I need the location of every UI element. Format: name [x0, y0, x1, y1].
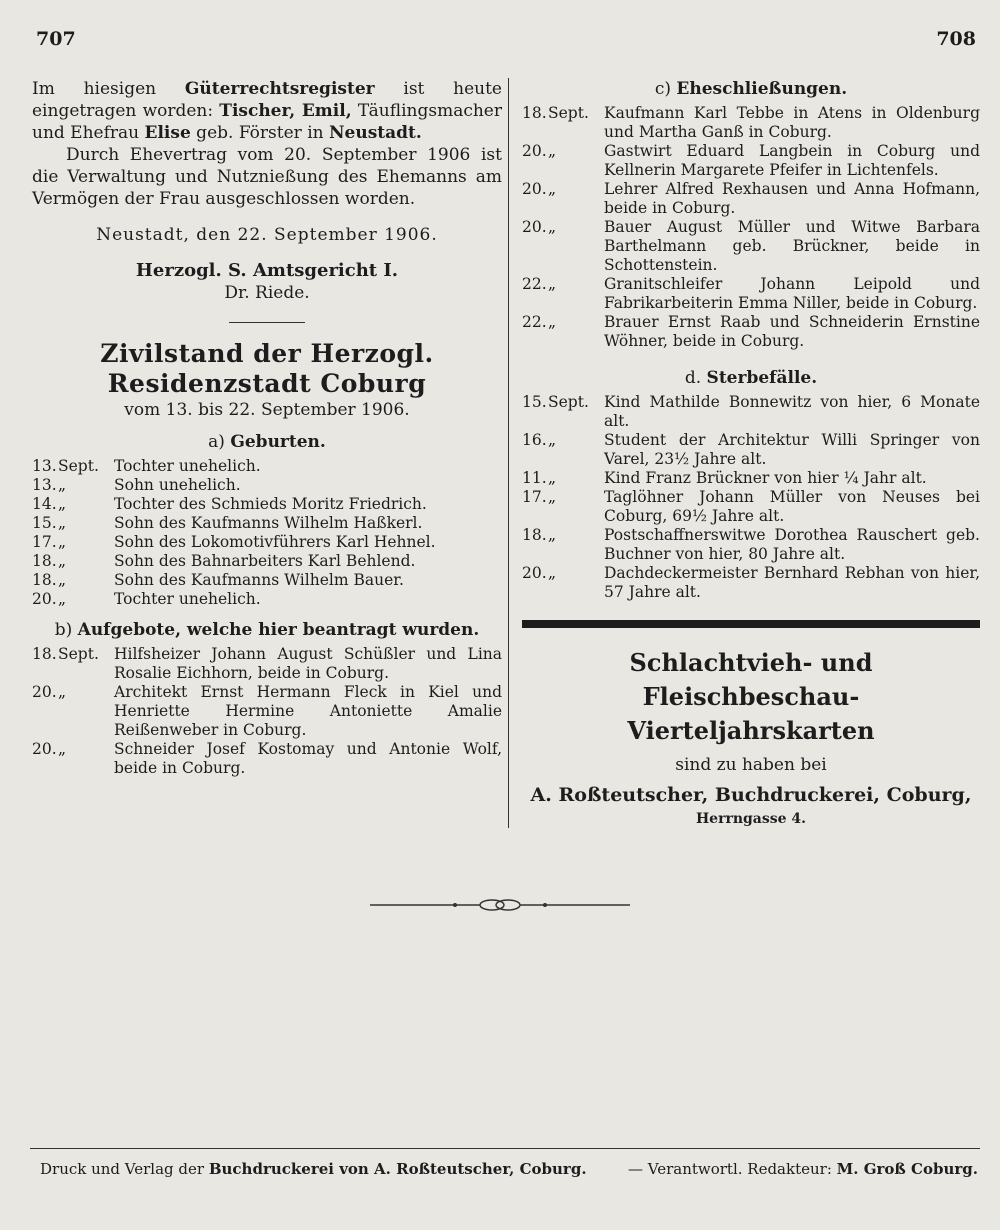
list-item	[32, 683, 502, 740]
entry-day: 17.	[32, 533, 57, 551]
marriages-list	[522, 104, 980, 351]
ad-publisher-address: Herrngasse 4.	[695, 811, 807, 827]
list-item	[522, 180, 980, 218]
notice-paragraph-1	[32, 78, 502, 144]
entry-text: Sohn des Kaufmanns Wilhelm Haßkerl.	[114, 514, 423, 532]
list-item	[522, 469, 980, 488]
entry-month: „	[548, 142, 557, 160]
entry-day: 16.	[522, 431, 547, 449]
entry-month: „	[548, 180, 557, 198]
entry-day: 22.	[522, 313, 547, 331]
imprint-printer: Buchdruckerei von A. Roßteutscher, Coburg.	[208, 1160, 587, 1178]
notice-paragraph-2: Durch Ehevertrag vom 20. September 1906 ist die Verwaltung und Nutznießung des Ehemanns am Vermögen der Frau ausgeschlossen worden.	[32, 145, 502, 209]
ad-title-line-2: Vierteljahrskarten	[627, 716, 875, 745]
entry-text: Architekt Ernst Hermann Fleck in Kiel und Henriette Hermine Antoniette Amalie Reißenweber in Coburg.	[114, 683, 502, 739]
notice-judge: Dr. Riede.	[224, 283, 310, 303]
notice-run: Im hiesigen	[32, 79, 185, 99]
entry-day: 20.	[522, 142, 547, 160]
entry-day: 14.	[32, 495, 57, 513]
marriages-heading	[522, 78, 980, 100]
entry-text: Kind Franz Brückner von hier ¼ Jahr alt.	[604, 469, 927, 487]
marriages-title: Eheschließungen.	[676, 79, 848, 99]
entry-month: „	[58, 514, 67, 532]
entry-day: 11.	[522, 469, 547, 487]
entry-text: Kind Mathilde Bonnewitz von hier, 6 Monate alt.	[604, 393, 980, 430]
entry-text: Schneider Josef Kostomay und Antonie Wolf, beide in Coburg.	[114, 740, 502, 777]
entry-day: 20.	[32, 740, 57, 758]
zivilstand-title: Zivilstand der Herzogl. Residenzstadt Coburg	[100, 339, 434, 398]
births-heading	[32, 431, 502, 453]
ad-title-line-1: Schlachtvieh- und Fleischbeschau-	[629, 648, 873, 711]
entry-day: 13.	[32, 457, 57, 475]
list-item	[522, 526, 980, 564]
notice-run: Elise	[144, 123, 191, 143]
banns-label: b)	[54, 620, 73, 640]
entry-day: 18.	[32, 571, 57, 589]
entry-text: Hilfsheizer Johann August Schüßler und Lina Rosalie Eichhorn, beide in Coburg.	[114, 645, 502, 682]
ad-publisher-name: A. Roßteutscher, Buchdruckerei, Coburg,	[530, 784, 972, 806]
entry-day: 18.	[32, 645, 57, 663]
imprint-editor: M. Groß Coburg.	[836, 1160, 978, 1178]
entry-month: „	[548, 526, 557, 544]
notice-date: Neustadt, den 22. September 1906.	[96, 225, 438, 245]
entry-text: Kaufmann Karl Tebbe in Atens in Oldenburg und Martha Ganß in Coburg.	[604, 104, 980, 141]
entry-month: „	[548, 313, 557, 331]
entry-month: „	[58, 552, 67, 570]
imprint-printer-label: Druck und Verlag der	[40, 1160, 209, 1178]
entry-text: Tochter des Schmieds Moritz Friedrich.	[114, 495, 427, 513]
entry-day: 20.	[522, 564, 547, 582]
entry-text: Granitschleifer Johann Leipold und Fabrikarbeiterin Emma Niller, beide in Coburg.	[604, 275, 980, 312]
list-item	[32, 740, 502, 778]
list-item	[32, 476, 502, 495]
notice-run: Tischer, Emil,	[219, 101, 352, 121]
entry-text: Sohn unehelich.	[114, 476, 241, 494]
deaths-heading	[522, 367, 980, 389]
entry-month: Sept.	[548, 393, 589, 411]
list-item	[522, 142, 980, 180]
list-item	[32, 552, 502, 571]
entry-month: „	[58, 571, 67, 589]
entry-text: Postschaffnerswitwe Dorothea Rauschert geb. Buchner von hier, 80 Jahre alt.	[604, 526, 980, 563]
entry-month: „	[548, 488, 557, 506]
notice-run: geb. Förster in	[190, 123, 329, 143]
births-label: a)	[208, 432, 225, 452]
right-column	[522, 78, 980, 830]
page-number-right: 708	[936, 28, 976, 50]
entry-day: 22.	[522, 275, 547, 293]
list-item	[522, 275, 980, 313]
entry-month: Sept.	[548, 104, 589, 122]
list-item	[32, 645, 502, 683]
advertisement	[522, 646, 980, 830]
list-item	[522, 488, 980, 526]
list-item	[522, 431, 980, 469]
entry-text: Lehrer Alfred Rexhausen und Anna Hofmann, beide in Coburg.	[604, 180, 980, 217]
marriages-label: c)	[654, 79, 671, 99]
entry-month: Sept.	[58, 645, 99, 663]
entry-day: 18.	[522, 104, 547, 122]
entry-day: 20.	[32, 590, 57, 608]
entry-text: Sohn des Kaufmanns Wilhelm Bauer.	[114, 571, 404, 589]
notice-run: ist heute eingetragen worden:	[32, 79, 502, 121]
list-item	[32, 457, 502, 476]
entry-day: 15.	[522, 393, 547, 411]
entry-text: Sohn des Bahnarbeiters Karl Behlend.	[114, 552, 416, 570]
entry-text: Bauer August Müller und Witwe Barbara Barthelmann geb. Brückner, beide in Schottenstein.	[604, 218, 980, 274]
register-notice	[32, 78, 502, 304]
thick-divider	[522, 620, 980, 628]
entry-text: Student der Architektur Willi Springer von Varel, 23½ Jahre alt.	[604, 431, 980, 468]
imprint-footer	[40, 1160, 978, 1178]
list-item	[522, 218, 980, 275]
banns-title: Aufgebote, welche hier beantragt wurden.	[77, 620, 480, 640]
list-item	[32, 495, 502, 514]
entry-day: 20.	[522, 218, 547, 236]
short-divider	[229, 322, 305, 323]
banns-heading	[32, 619, 502, 641]
entry-text: Brauer Ernst Raab und Schneiderin Ernstine Wöhner, beide in Coburg.	[604, 313, 980, 350]
entry-text: Sohn des Lokomotivführers Karl Hehnel.	[114, 533, 436, 551]
entry-text: Taglöhner Johann Müller von Neuses bei Coburg, 69½ Jahre alt.	[604, 488, 980, 525]
ad-subtitle: sind zu haben bei	[675, 755, 827, 775]
zivilstand-subtitle: vom 13. bis 22. September 1906.	[124, 400, 410, 420]
banns-list	[32, 645, 502, 778]
list-item	[32, 571, 502, 590]
births-title: Geburten.	[230, 432, 326, 452]
list-item	[522, 104, 980, 142]
entry-day: 15.	[32, 514, 57, 532]
entry-day: 18.	[522, 526, 547, 544]
ornament-divider	[370, 894, 630, 916]
imprint-editor-label: — Verantwortl. Redakteur:	[627, 1160, 837, 1178]
ad-publisher	[522, 784, 980, 830]
entry-text: Tochter unehelich.	[114, 590, 261, 608]
entry-day: 20.	[522, 180, 547, 198]
entry-day: 13.	[32, 476, 57, 494]
births-list	[32, 457, 502, 609]
deaths-label: d.	[684, 368, 702, 388]
footer-rule	[30, 1148, 980, 1149]
list-item	[522, 393, 980, 431]
entry-month: „	[58, 740, 67, 758]
page-number-left: 707	[36, 28, 76, 50]
entry-month: „	[58, 495, 67, 513]
entry-text: Tochter unehelich.	[114, 457, 261, 475]
entry-month: „	[548, 275, 557, 293]
entry-text: Dachdeckermeister Bernhard Rebhan von hier, 57 Jahre alt.	[604, 564, 980, 601]
entry-month: „	[58, 683, 67, 701]
list-item	[32, 590, 502, 609]
column-divider	[508, 78, 509, 828]
deaths-list	[522, 393, 980, 602]
imprint-left	[40, 1160, 587, 1178]
entry-month: „	[58, 590, 67, 608]
entry-month: „	[548, 218, 557, 236]
entry-text: Gastwirt Eduard Langbein in Coburg und Kellnerin Margarete Pfeifer in Lichtenfels.	[604, 142, 980, 179]
list-item	[522, 313, 980, 351]
notice-run: Güterrechtsregister	[184, 79, 375, 99]
entry-month: Sept.	[58, 457, 99, 475]
list-item	[522, 564, 980, 602]
notice-run: Neustadt.	[328, 123, 422, 143]
imprint-right	[628, 1160, 978, 1178]
entry-month: „	[58, 533, 67, 551]
left-column	[32, 78, 502, 778]
list-item	[32, 514, 502, 533]
entry-month: „	[548, 564, 557, 582]
notice-run: Täuflingsmacher und Ehefrau	[32, 101, 502, 143]
notice-court: Herzogl. S. Amtsgericht I.	[135, 260, 399, 281]
entry-day: 18.	[32, 552, 57, 570]
entry-month: „	[548, 469, 557, 487]
entry-month: „	[548, 431, 557, 449]
entry-day: 20.	[32, 683, 57, 701]
entry-month: „	[58, 476, 67, 494]
deaths-title: Sterbefälle.	[706, 368, 818, 388]
list-item	[32, 533, 502, 552]
entry-day: 17.	[522, 488, 547, 506]
